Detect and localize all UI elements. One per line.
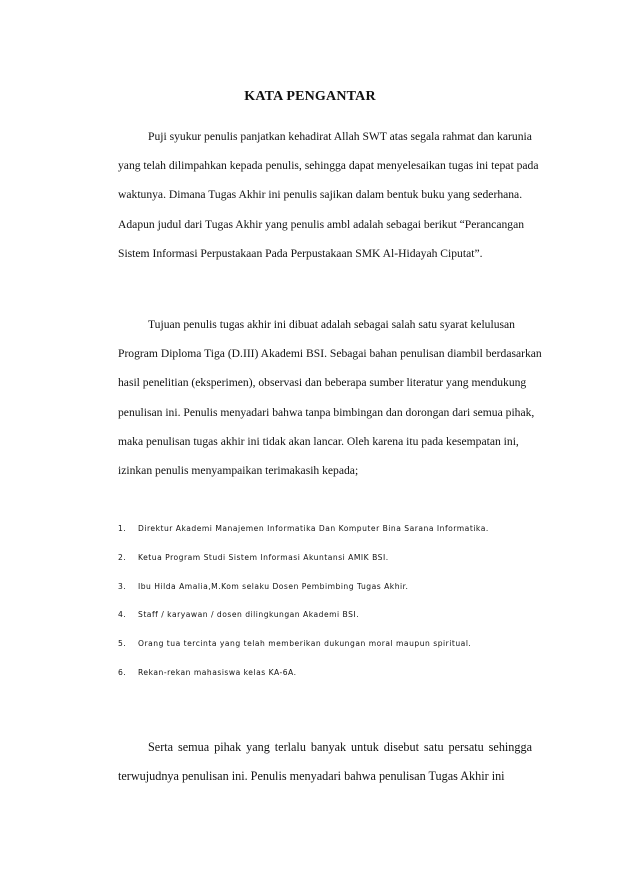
list-item — [118, 524, 489, 553]
acknowledgement-list — [118, 524, 489, 697]
list-number: 1. — [118, 524, 127, 533]
list-text: Staff / karyawan / dosen dilingkungan Akademi BSI. — [138, 610, 360, 620]
list-item — [118, 553, 489, 582]
page-title: KATA PENGANTAR — [244, 89, 376, 104]
list-item — [118, 610, 489, 639]
list-item — [118, 639, 489, 668]
list-item — [118, 582, 489, 611]
paragraph-intro: Puji syukur penulis panjatkan kehadirat Allah SWT atas segala rahmat dan karunia yang telah dilimpahkan kepada penulis, sehingga dapat menyelesaikan tugas ini tepat pada waktunya. Dimana Tugas Akhir ini penulis sajikan dalam bentuk buku yang sederhana. Adapun judul dari Tugas Akhir yang penulis ambl adalah sebagai berikut “Perancangan Sistem Informasi Perpustakaan Pada Perpustakaan SMK Al-Hidayah Ciputat”. — [118, 130, 539, 260]
list-text: Direktur Akademi Manajemen Informatika Dan Komputer Bina Sarana Informatika. — [138, 524, 489, 533]
list-number: 5. — [118, 639, 127, 649]
list-text: Ibu Hilda Amalia,M.Kom selaku Dosen Pembimbing Tugas Akhir. — [138, 581, 409, 591]
paragraph-closing: Serta semua pihak yang terlalu banyak untuk disebut satu persatu sehingga terwujudnya penulisan ini. Penulis menyadari bahwa penulisan Tugas Akhir ini — [118, 740, 532, 784]
paragraph-purpose: Tujuan penulis tugas akhir ini dibuat adalah sebagai salah satu syarat kelulusan Program Diploma Tiga (D.III) Akademi BSI. Sebagai bahan penulisan diambil berdasarkan hasil penelitian (eksperimen), observasi dan beberapa sumber literatur yang mendukung penulisan ini. Penulis menyadari bahwa tanpa bimbingan dan dorongan dari semua pihak, maka penulisan tugas akhir ini tidak akan lancar. Oleh karena itu pada kesempatan ini, izinkan penulis menyampaikan terimakasih kepada; — [118, 318, 542, 478]
list-text: Ketua Program Studi Sistem Informasi Akuntansi AMIK BSI. — [138, 552, 389, 562]
list-number: 6. — [118, 667, 127, 677]
list-item — [118, 668, 489, 697]
list-text: Rekan-rekan mahasiswa kelas KA-6A. — [138, 667, 297, 677]
list-number: 4. — [118, 610, 127, 620]
list-number: 3. — [118, 581, 127, 591]
list-number: 2. — [118, 552, 127, 562]
list-text: Orang tua tercinta yang telah memberikan dukungan moral maupun spiritual. — [138, 639, 472, 649]
